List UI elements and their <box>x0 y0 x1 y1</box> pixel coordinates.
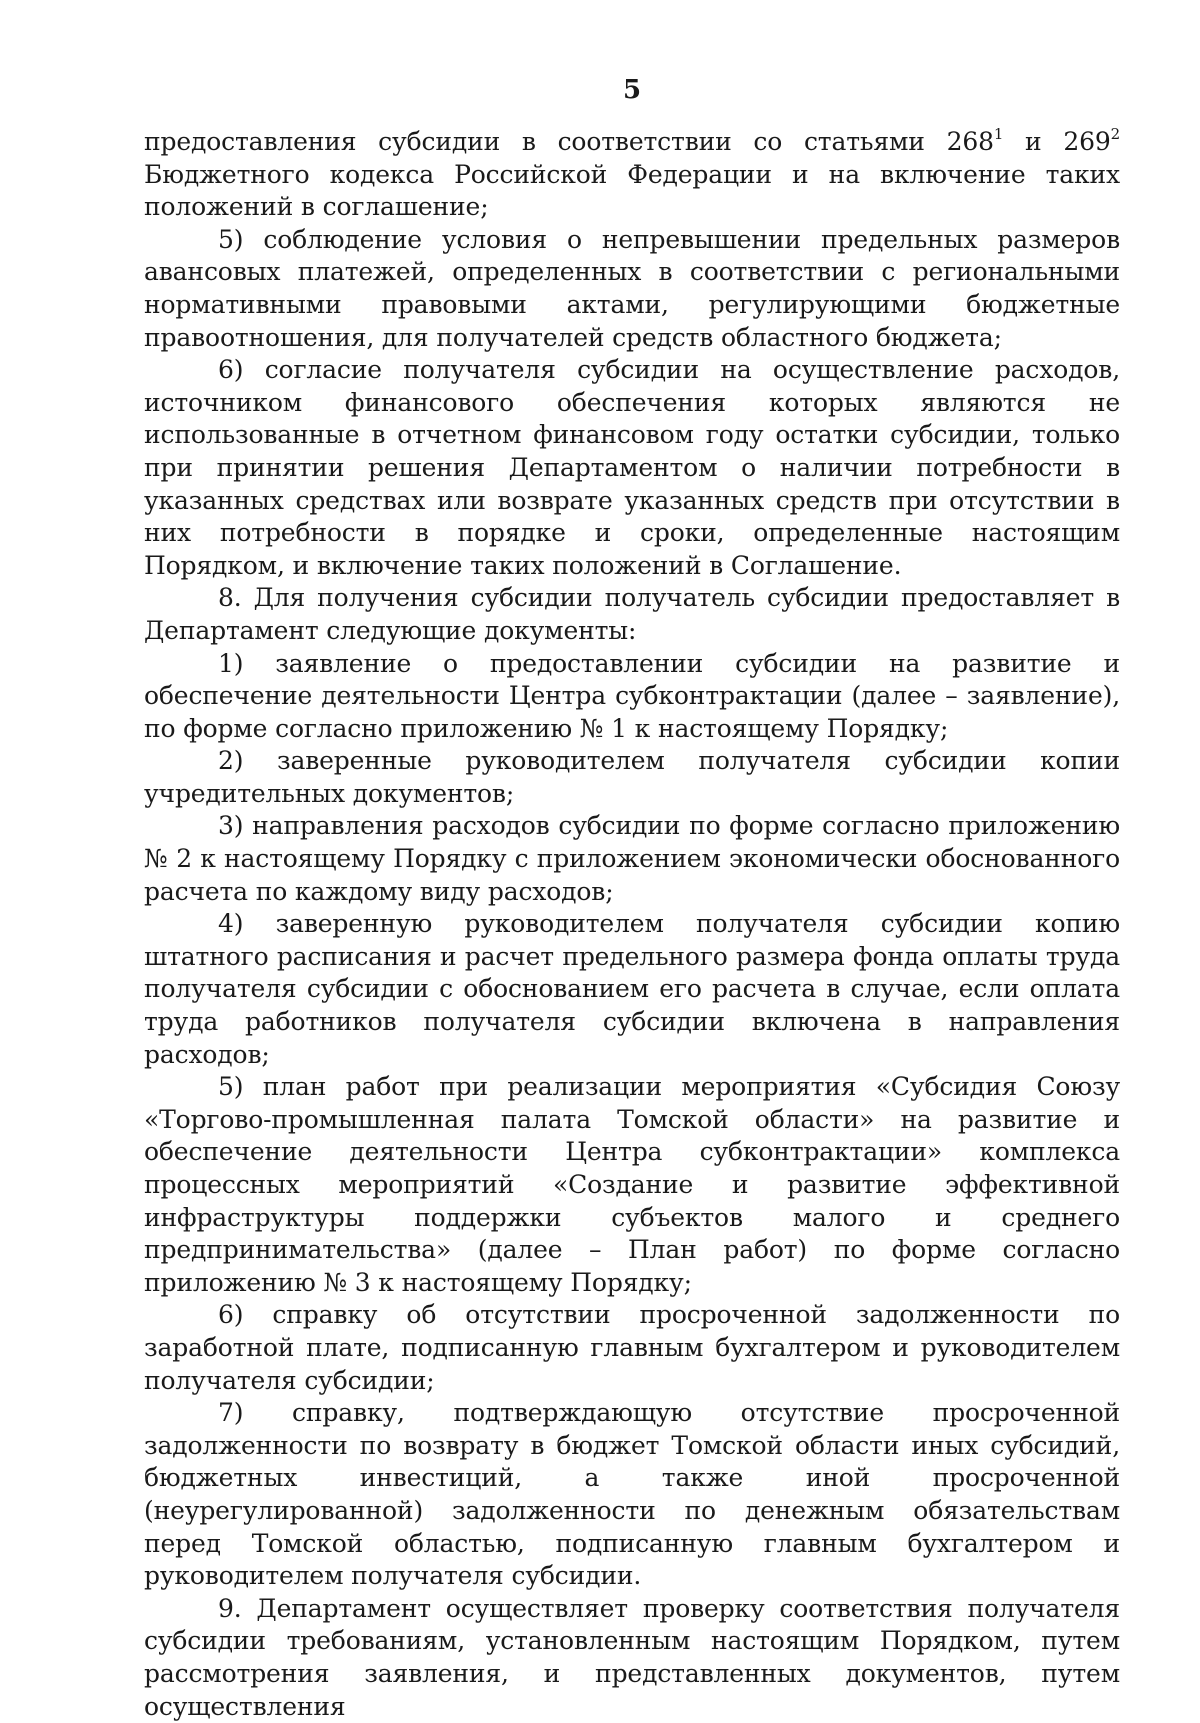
paragraph-item-6: 6) согласие получателя субсидии на осуществление расходов, источником финансового обеспечения которых являются не использованные в отчетном финансовом году остатки субсидии, только при принятии решения Департаментом о наличии потребности в указанных средствах или возврате указанных средств при отсутствии в них потребности в порядке и сроки, определенные настоящим Порядком, и включение таких положений в Соглашение. <box>144 355 1120 580</box>
page-number: 5 <box>622 75 642 105</box>
paragraph-item-5: 5) соблюдение условия о непревышении предельных размеров авансовых платежей, определенных в соответствии с региональными нормативными правовыми актами, регулирующими бюджетные правоотношения, для получателей средств областного бюджета; <box>144 224 1120 352</box>
paragraph-section-8: 8. Для получения субсидии получатель субсидии предоставляет в Департамент следующие документы: <box>144 583 1120 645</box>
paragraph-section-8-item-2: 2) заверенные руководителем получателя субсидии копии учредительных документов; <box>144 746 1120 808</box>
document-body <box>144 126 1120 1723</box>
paragraph-section-8-item-1: 1) заявление о предоставлении субсидии на развитие и обеспечение деятельности Центра субконтрактации (далее – заявление), по форме согласно приложению № 1 к настоящему Порядку; <box>144 648 1120 743</box>
paragraph-section-8-item-4: 4) заверенную руководителем получателя субсидии копию штатного расписания и расчет предельного размера фонда оплаты труда получателя субсидии с обоснованием его расчета в случае, если оплата труда работников получателя субсидии включена в направления расходов; <box>144 909 1120 1069</box>
paragraph-section-8-item-7: 7) справку, подтверждающую отсутствие просроченной задолженности по возврату в бюджет Томской области иных субсидий, бюджетных инвестиций, а также иной просроченной (неурегулированной) задолженности по денежным обязательствам перед Томской областью, подписанную главным бухгалтером и руководителем получателя субсидии. <box>144 1398 1120 1591</box>
superscript: 2 <box>1110 124 1120 143</box>
paragraph-text: и 269 <box>1003 127 1111 156</box>
paragraph-text: Бюджетного кодекса Российской Федерации и на включение таких положений в соглашение; <box>144 159 1120 222</box>
superscript: 1 <box>993 124 1004 143</box>
paragraph-text: предоставления субсидии в соответствии со статьями 268 <box>144 127 994 156</box>
paragraph-section-8-item-5: 5) план работ при реализации мероприятия «Субсидия Союзу «Торгово-промышленная палата Томской области» на развитие и обеспечение деятельности Центра субконтрактации» комплекса процессных мероприятий «Создание и развитие эффективной инфраструктуры поддержки субъектов малого и среднего предпринимательства» (далее – План работ) по форме согласно приложению № 3 к настоящему Порядку; <box>144 1072 1120 1297</box>
paragraph-continuation <box>144 126 1120 224</box>
paragraph-section-8-item-6: 6) справку об отсутствии просроченной задолженности по заработной плате, подписанную главным бухгалтером и руководителем получателя субсидии; <box>144 1300 1120 1395</box>
paragraph-section-8-item-3: 3) направления расходов субсидии по форме согласно приложению № 2 к настоящему Порядку с приложением экономически обоснованного расчета по каждому виду расходов; <box>144 811 1120 906</box>
paragraph-section-9: 9. Департамент осуществляет проверку соответствия получателя субсидии требованиям, установленным настоящим Порядком, путем рассмотрения заявления, и представленных документов, путем осуществления <box>144 1593 1120 1721</box>
